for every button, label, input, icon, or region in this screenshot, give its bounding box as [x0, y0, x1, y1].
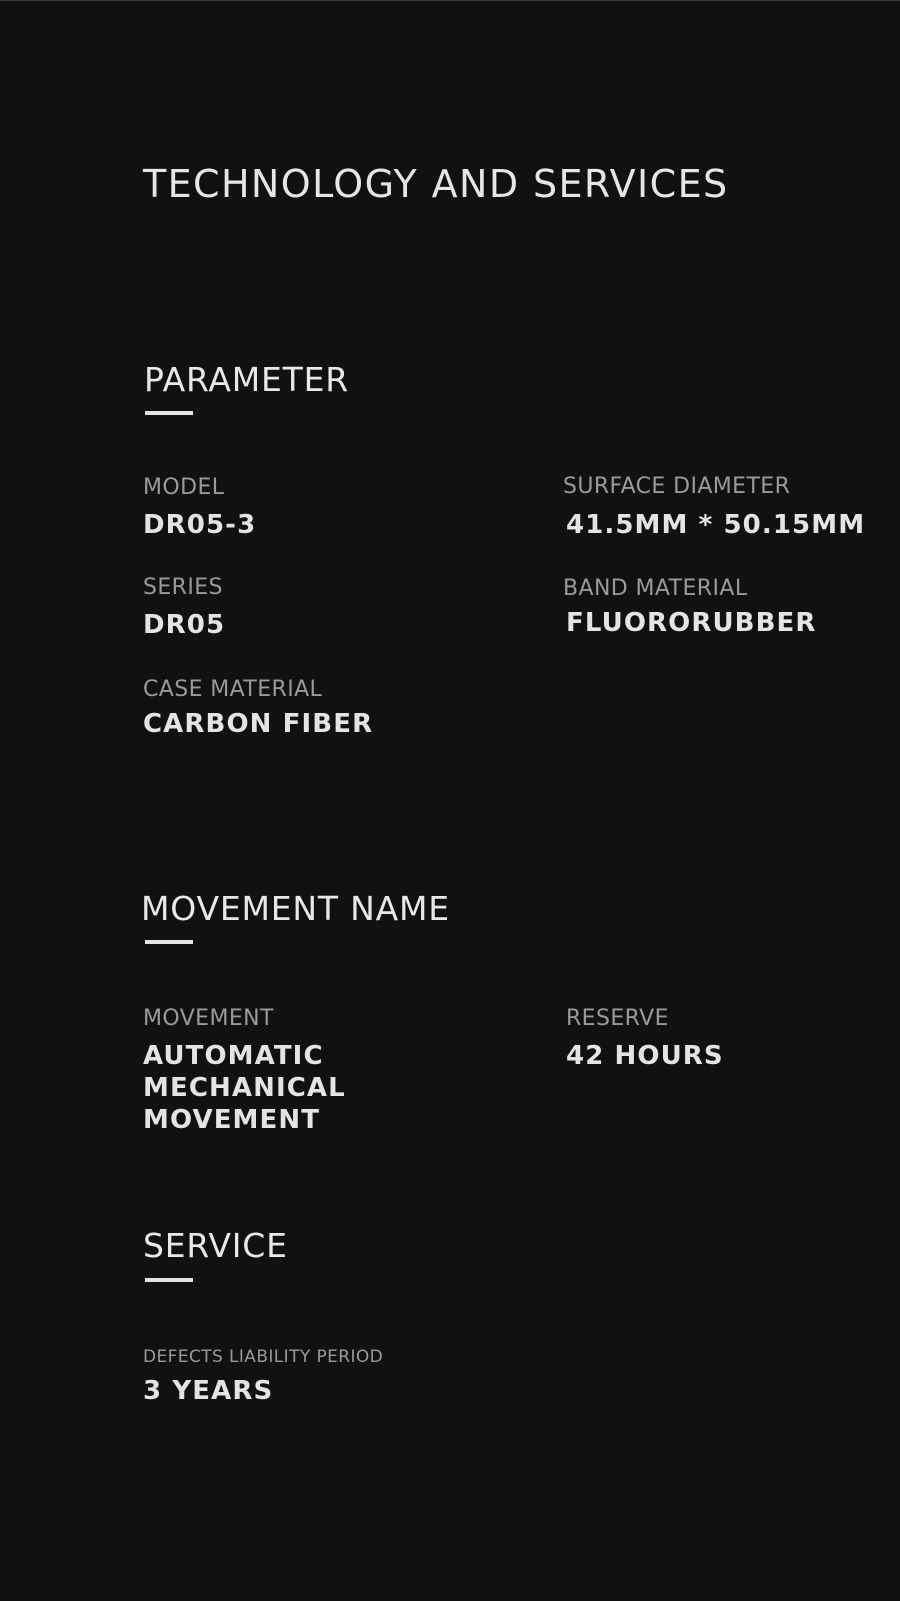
band-material-value: FLUORORUBBER	[566, 608, 817, 638]
reserve-value: 42 HOURS	[566, 1041, 724, 1071]
service-heading-underline	[145, 1278, 193, 1282]
movement-label: MOVEMENT	[143, 1006, 274, 1031]
movement-heading: MOVEMENT NAME	[141, 889, 450, 928]
reserve-label: RESERVE	[566, 1006, 669, 1031]
model-label: MODEL	[143, 475, 225, 500]
case-material-label: CASE MATERIAL	[143, 677, 323, 702]
series-label: SERIES	[143, 575, 223, 600]
defects-liability-period-label: DEFECTS LIABILITY PERIOD	[143, 1347, 384, 1367]
parameter-heading: PARAMETER	[144, 360, 349, 399]
defects-liability-period-value: 3 YEARS	[143, 1376, 274, 1406]
band-material-label: BAND MATERIAL	[563, 576, 748, 601]
top-border	[0, 0, 900, 1]
surface-diameter-value: 41.5MM * 50.15MM	[566, 510, 866, 540]
parameter-heading-underline	[145, 411, 193, 415]
movement-heading-underline	[145, 940, 193, 944]
series-value: DR05	[143, 610, 226, 640]
movement-value: AUTOMATIC MECHANICAL MOVEMENT	[143, 1041, 346, 1135]
case-material-value: CARBON FIBER	[143, 709, 374, 739]
model-value: DR05-3	[143, 510, 257, 540]
surface-diameter-label: SURFACE DIAMETER	[563, 474, 791, 499]
service-heading: SERVICE	[143, 1226, 288, 1265]
page-title: TECHNOLOGY AND SERVICES	[143, 162, 729, 206]
